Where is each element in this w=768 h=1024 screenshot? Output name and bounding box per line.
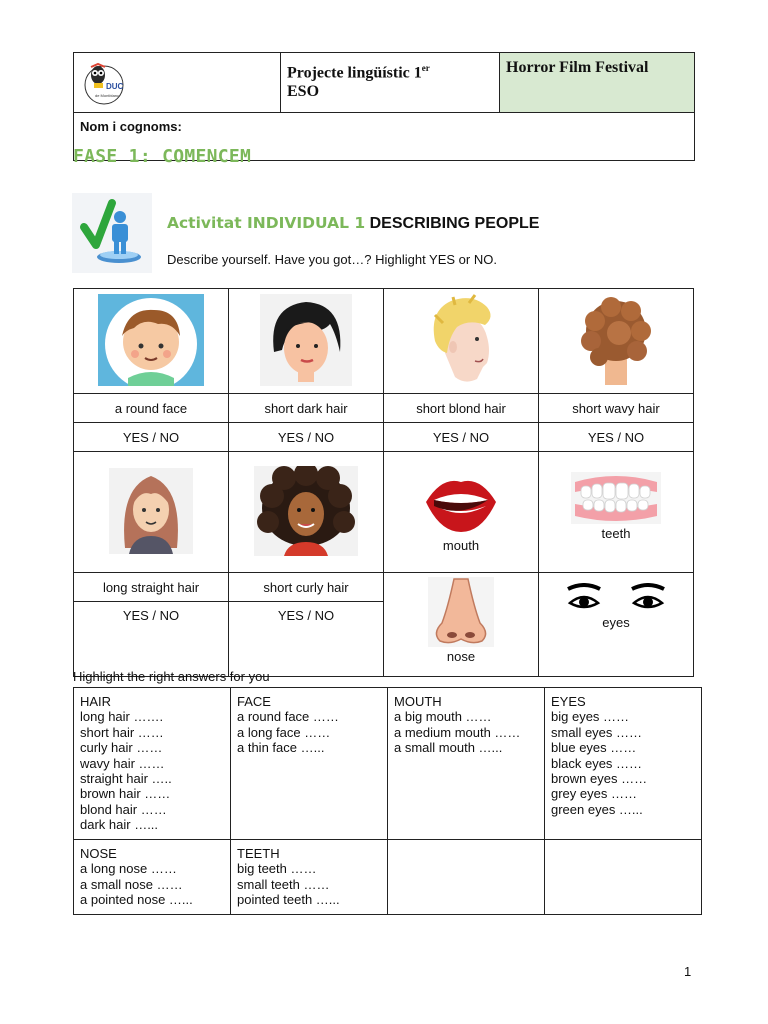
logo-cell	[74, 53, 281, 113]
hair-option[interactable]: brown hair ……	[80, 786, 171, 802]
nose-icon	[428, 577, 494, 647]
project-title: Projecte lingüístic 1er ESO	[281, 53, 500, 113]
eyes-option[interactable]: green eyes …...	[551, 801, 643, 817]
short-blond-hair-picture-cell	[384, 289, 539, 394]
long-straight-hair-picture-cell	[74, 452, 229, 573]
eyes-option[interactable]: brown eyes ……	[551, 771, 648, 787]
activity-instruction: Describe yourself. Have you got…? Highlight YES or NO.	[167, 252, 497, 267]
eyes-option[interactable]: grey eyes ……	[551, 786, 637, 802]
eyes-icon	[566, 583, 666, 613]
mouth-options: MOUTH a big mouth …… a medium mouth …… a small mouth …...	[388, 688, 545, 840]
eyes-options: EYES big eyes …… small eyes …… blue eyes …… black eyes …… brown eyes …… grey eyes …… green eyes …...	[545, 688, 702, 840]
hair-option[interactable]: short hair ……	[80, 724, 164, 740]
face-option[interactable]: a long face ……	[237, 724, 331, 740]
face-option[interactable]: a round face ……	[237, 709, 339, 725]
eyes-option[interactable]: big eyes ……	[551, 709, 630, 725]
round-face-label: a round face	[74, 394, 229, 423]
short-dark-hair-label: short dark hair	[229, 394, 384, 423]
short-wavy-hair-picture-cell	[539, 289, 694, 394]
face-option[interactable]: a thin face …...	[237, 740, 325, 756]
hair-option[interactable]: curly hair ……	[80, 740, 163, 756]
mouth-option[interactable]: a small mouth …...	[394, 740, 503, 756]
festival-title: Horror Film Festival	[500, 53, 695, 113]
teeth-option[interactable]: big teeth ……	[237, 861, 317, 877]
header-table	[73, 52, 695, 161]
nose-option[interactable]: a long nose ……	[80, 861, 177, 877]
short-blond-hair-icon	[425, 293, 497, 387]
hair-option[interactable]: long hair …….	[80, 709, 164, 725]
activity-title: Activitat INDIVIDUAL 1 DESCRIBING PEOPLE	[167, 214, 540, 232]
short-wavy-hair-icon	[575, 293, 657, 387]
short-curly-hair-yes-no[interactable]: YES / NO	[229, 602, 384, 677]
hair-option[interactable]: straight hair …..	[80, 771, 172, 787]
nose-options: NOSE a long nose …… a small nose …… a pointed nose …...	[74, 840, 231, 915]
short-curly-hair-icon	[254, 466, 358, 556]
teeth-option[interactable]: pointed teeth …...	[237, 892, 340, 908]
long-straight-hair-label: long straight hair	[74, 573, 229, 602]
page-number: 1	[684, 964, 692, 979]
hair-options: HAIR long hair ……. short hair …… curly hair …… wavy hair …… straight hair ….. brown hair …… blond hair …… dark hair …...	[74, 688, 231, 840]
mouth-label: mouth	[442, 537, 480, 553]
mouth-icon	[422, 472, 500, 536]
mouth-option[interactable]: a big mouth ……	[394, 709, 492, 725]
short-wavy-hair-yes-no[interactable]: YES / NO	[539, 423, 694, 452]
short-blond-hair-label: short blond hair	[384, 394, 539, 423]
features-grid	[73, 288, 694, 677]
nose-option[interactable]: a pointed nose …...	[80, 892, 193, 908]
teeth-label: teeth	[601, 526, 631, 541]
phase-title: FASE 1: COMENCEM	[73, 146, 252, 167]
hair-option[interactable]: dark hair …...	[80, 817, 159, 833]
eyes-option[interactable]: black eyes ……	[551, 755, 643, 771]
hair-option[interactable]: wavy hair ……	[80, 755, 165, 771]
nose-option[interactable]: a small nose ……	[80, 876, 183, 892]
mouth-option[interactable]: a medium mouth ……	[394, 724, 521, 740]
long-straight-hair-yes-no[interactable]: YES / NO	[74, 602, 229, 677]
round-face-icon	[98, 294, 204, 386]
round-face-picture-cell	[74, 289, 229, 394]
school-logo	[82, 57, 142, 107]
highlight-instruction: Highlight the right answers for you	[73, 669, 270, 684]
empty-cell	[545, 840, 702, 915]
long-straight-hair-icon	[109, 468, 193, 554]
short-curly-hair-label: short curly hair	[229, 573, 384, 602]
short-dark-hair-picture-cell	[229, 289, 384, 394]
eyes-option[interactable]: blue eyes ……	[551, 740, 637, 756]
nose-cell	[384, 573, 539, 677]
individual-activity-icon	[72, 193, 152, 273]
eyes-cell	[539, 573, 694, 677]
round-face-yes-no[interactable]: YES / NO	[74, 423, 229, 452]
mouth-cell	[384, 452, 539, 573]
short-curly-hair-picture-cell	[229, 452, 384, 573]
teeth-option[interactable]: small teeth ……	[237, 876, 330, 892]
short-blond-hair-yes-no[interactable]: YES / NO	[384, 423, 539, 452]
teeth-options: TEETH big teeth …… small teeth …… pointed teeth …...	[231, 840, 388, 915]
short-dark-hair-yes-no[interactable]: YES / NO	[229, 423, 384, 452]
hair-option[interactable]: blond hair ……	[80, 801, 167, 817]
short-wavy-hair-label: short wavy hair	[539, 394, 694, 423]
eyes-option[interactable]: small eyes ……	[551, 724, 643, 740]
empty-cell	[388, 840, 545, 915]
svg-text:DUC: DUC	[106, 82, 124, 91]
nose-label: nose	[446, 649, 476, 664]
eyes-label: eyes	[602, 615, 630, 630]
teeth-icon	[571, 472, 661, 524]
short-dark-hair-icon	[260, 294, 352, 386]
face-options: FACE a round face …… a long face …… a thin face …...	[231, 688, 388, 840]
teeth-cell	[539, 452, 694, 573]
answers-table	[73, 687, 702, 915]
svg-text:de Montblanc: de Montblanc	[95, 93, 120, 98]
name-field-label: Nom i cognoms:	[74, 113, 695, 161]
